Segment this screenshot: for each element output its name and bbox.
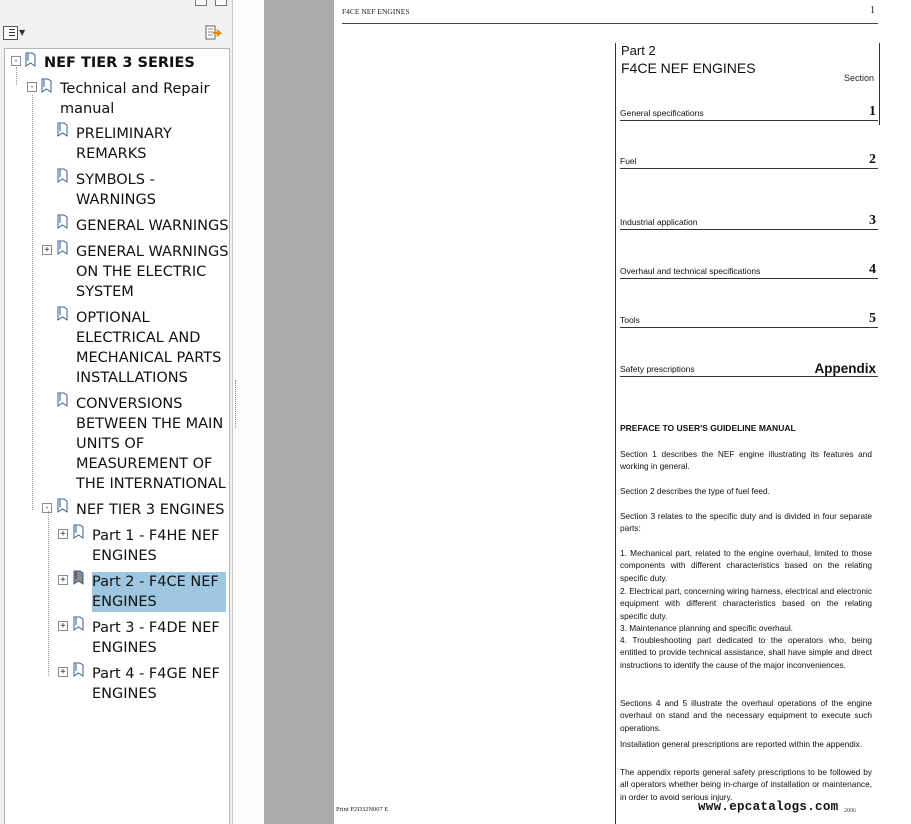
bookmark-icon — [41, 78, 52, 93]
bookmark-label-line: Part 3 - F4DE NEF — [92, 620, 220, 636]
bookmark-label-line: ENGINES — [92, 640, 157, 656]
preface-paragraph: 3. Maintenance planning and specific overhaul. — [620, 623, 793, 633]
preface-paragraph: Section 3 relates to the specific duty and is divided in four separate parts: — [620, 511, 872, 534]
bookmark-label-line: MECHANICAL PARTS — [76, 350, 222, 366]
toc-section-number: 1 — [869, 104, 876, 119]
bookmark-label-line: ENGINES — [92, 686, 157, 702]
preface-paragraph: 1. Mechanical part, related to the engine overhaul, limited to those components with different characteristics based on the relating specific duty. — [620, 548, 872, 583]
bookmark-label-line: GENERAL WARNINGS — [76, 218, 229, 234]
bookmark-root-label[interactable]: NEF TIER 3 SERIES — [44, 55, 195, 71]
preface-paragraph: 4. Troubleshooting part dedicated to the operators who, being entitled to provide technical assistance, shall have simple and direct instructions to identify the cause of the major inconveniences. — [620, 635, 872, 670]
bookmark-icon — [57, 122, 68, 137]
preface-title: PREFACE TO USER'S GUIDELINE MANUAL — [620, 423, 796, 433]
part-subtitle: F4CE NEF ENGINES — [621, 60, 756, 76]
toc-section-number: 4 — [869, 262, 876, 277]
bookmark-part-label[interactable] — [92, 572, 226, 612]
print-code: Print P2D32N007 E — [336, 806, 389, 813]
bookmark-label-line: THE INTERNATIONAL — [76, 476, 226, 492]
bookmark-icon — [73, 616, 84, 631]
toc-title: Tools — [620, 315, 640, 325]
toc-row[interactable] — [620, 309, 878, 328]
tree-guide-line — [48, 511, 49, 676]
tree-guide-line — [32, 95, 33, 510]
bookmark-label-line: Technical and Repair — [60, 81, 210, 97]
bookmarks-panel — [0, 0, 232, 824]
bookmark-item-label[interactable] — [76, 308, 221, 388]
header-rule — [342, 23, 878, 24]
bookmark-icon — [57, 498, 68, 513]
bookmarks-toolbar — [0, 20, 232, 46]
bookmark-item-label[interactable] — [76, 242, 228, 302]
collapse-toggle[interactable]: - — [27, 82, 37, 92]
expand-bookmark-icon — [204, 24, 222, 42]
panel-top-strip — [0, 0, 232, 8]
toc-title: General specifications — [620, 108, 704, 118]
bookmark-icon — [57, 240, 68, 255]
bookmark-label-line: WARNINGS — [76, 192, 156, 208]
expand-toggle[interactable]: + — [58, 529, 68, 539]
bookmark-tree — [4, 48, 230, 824]
splitter-grip[interactable] — [235, 380, 239, 428]
toc-section-number: 2 — [869, 152, 876, 167]
preface-paragraph: Section 1 describes the NEF engine illustrating its features and working in general. — [620, 449, 872, 472]
panel-button[interactable] — [195, 0, 207, 6]
pdf-page — [334, 0, 911, 824]
bookmark-manual-label[interactable] — [60, 79, 210, 119]
bookmark-label-line: SYSTEM — [76, 284, 134, 300]
toc-row[interactable] — [620, 358, 878, 377]
bookmark-label-line: CONVERSIONS — [76, 396, 183, 412]
page-header-title: F4CE NEF ENGINES — [342, 7, 410, 16]
bookmark-icon — [57, 306, 68, 321]
bookmark-label-line: PRELIMINARY — [76, 126, 172, 142]
tree-guide-line — [16, 67, 17, 85]
preface-paragraph: Section 2 describes the type of fuel feed. — [620, 486, 770, 496]
bookmark-icon — [57, 168, 68, 183]
bookmark-icon — [57, 392, 68, 407]
bookmark-label-line: SYMBOLS - — [76, 172, 155, 188]
bookmark-part-label[interactable] — [92, 526, 226, 566]
page-number: 1 — [870, 5, 875, 16]
bookmark-label-line: Part 2 - F4CE NEF — [92, 574, 219, 590]
collapse-toggle[interactable]: - — [42, 503, 52, 513]
table-of-contents — [615, 43, 879, 824]
toc-row[interactable] — [620, 102, 878, 121]
toc-right-rule — [879, 43, 880, 125]
bookmark-part-label[interactable] — [92, 664, 226, 704]
preface-paragraph: 2. Electrical part, concerning wiring harness, electrical and electronic equipment with different characteristics based on the relating specific duty. — [620, 586, 872, 621]
toc-section-number: 3 — [869, 213, 876, 228]
preface-paragraph: Installation general prescriptions are reported within the appendix. — [620, 739, 863, 749]
bookmark-label-line: manual — [60, 101, 115, 117]
panel-splitter[interactable] — [232, 0, 265, 824]
expand-toggle[interactable]: + — [42, 245, 52, 255]
collapse-toggle[interactable]: - — [11, 56, 21, 66]
bookmark-label-line: MEASUREMENT OF — [76, 456, 213, 472]
document-background — [264, 0, 334, 824]
bookmark-label-line: OPTIONAL — [76, 310, 150, 326]
bookmark-label-line: ELECTRICAL AND — [76, 330, 201, 346]
toc-title: Safety prescriptions — [620, 364, 695, 374]
bookmark-part-label[interactable] — [92, 618, 226, 658]
bookmark-options-button[interactable] — [2, 24, 26, 40]
bookmark-label-line: ON THE ELECTRIC — [76, 264, 207, 280]
options-icon — [3, 26, 18, 40]
toc-row[interactable] — [620, 150, 878, 169]
toc-title: Industrial application — [620, 217, 698, 227]
bookmark-label-line: GENERAL WARNINGS — [76, 244, 229, 260]
footer-year: 2006 — [844, 808, 856, 814]
expand-toggle[interactable]: + — [58, 621, 68, 631]
toc-row[interactable] — [620, 211, 878, 230]
bookmark-label-line: Part 1 - F4HE NEF — [92, 528, 220, 544]
part-title: Part 2 — [621, 43, 656, 58]
toc-title: Fuel — [620, 156, 637, 166]
chevron-down-icon: ▼ — [19, 28, 26, 37]
panel-close-button[interactable] — [215, 0, 227, 6]
bookmark-label-line: ENGINES — [92, 548, 157, 564]
section-column-header: Section — [844, 73, 875, 83]
bookmark-label-line: Part 4 - F4GE NEF — [92, 666, 220, 682]
bookmark-label-line: NEF TIER 3 ENGINES — [76, 502, 225, 518]
bookmark-label-line: ENGINES — [92, 594, 157, 610]
bookmark-icon — [25, 52, 36, 67]
expand-toggle[interactable]: + — [58, 575, 68, 585]
bookmark-label-line: INSTALLATIONS — [76, 370, 188, 386]
bookmark-icon — [73, 524, 84, 539]
expand-bookmark-button[interactable] — [204, 24, 222, 42]
bookmark-label-line: BETWEEN THE MAIN — [76, 416, 224, 432]
toc-title: Overhaul and technical specifications — [620, 266, 761, 276]
watermark: www.epcatalogs.com — [698, 800, 839, 814]
bookmark-label-line: UNITS OF — [76, 436, 145, 452]
expand-toggle[interactable]: + — [58, 667, 68, 677]
toc-section-number: Appendix — [814, 361, 876, 376]
bookmark-label-line: REMARKS — [76, 146, 147, 162]
bookmark-item-label[interactable] — [76, 216, 228, 236]
bookmark-item-label[interactable] — [76, 170, 156, 210]
bookmark-item-label[interactable] — [76, 124, 172, 164]
bookmark-item-label[interactable] — [76, 394, 226, 494]
toc-section-number: 5 — [869, 311, 876, 326]
bookmark-item-label[interactable] — [76, 500, 225, 520]
bookmark-icon — [57, 214, 68, 229]
toc-row[interactable] — [620, 260, 878, 279]
bookmark-icon — [73, 570, 84, 585]
preface-paragraph: Sections 4 and 5 illustrate the overhaul operations of the engine overhaul on stand and the necessary equipment to execute such operations. — [620, 698, 872, 733]
preface-paragraph: The appendix reports general safety prescriptions to be followed by all operators whether being in-charge of installation or maintenance, in order to avoid serious injury. — [620, 767, 872, 802]
bookmark-icon — [73, 662, 84, 677]
